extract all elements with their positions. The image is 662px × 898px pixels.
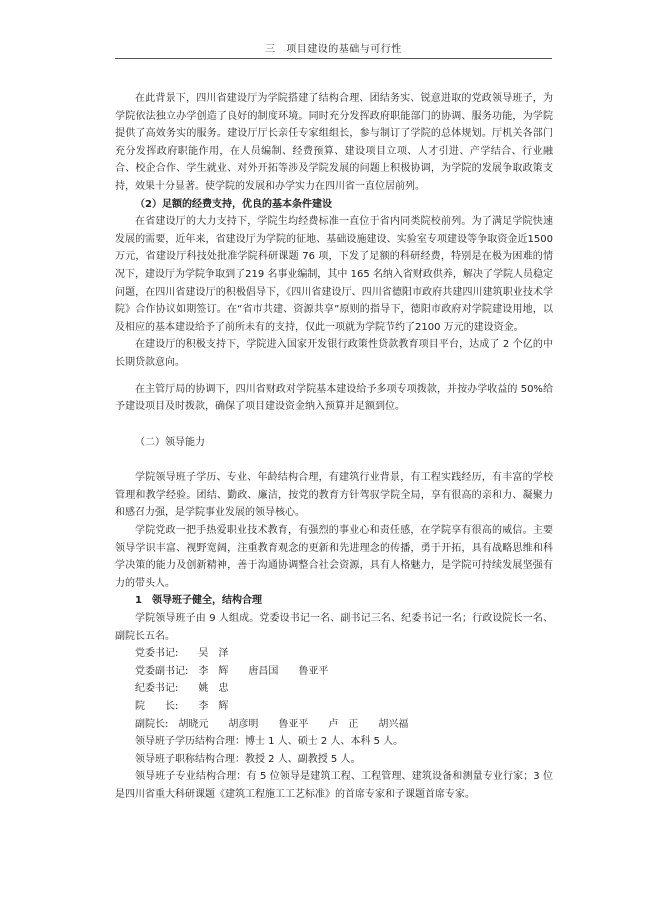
list-item: 领导班子学历结构合理：博士 1 人、硕士 2 人、本科 5 人。 xyxy=(135,736,404,748)
list-item: 党委书记: 吴 泽 xyxy=(135,648,229,660)
list-item: 纪委书记: 姚 忠 xyxy=(135,683,229,695)
paragraph-allocation: 在主管厅局的协调下，四川省财政对学院基本建设给予多项专项拨款，并按办学收益的 50%给予建设项目及时拨款，确保了项目建设资金纳入预算并足额到位。 xyxy=(115,383,553,413)
section-heading-leadership: （二）领导能力 xyxy=(135,436,205,448)
paragraph-loan: 在建设厅的积极支持下，学院进入国家开发银行政策性贷款教育项目平台，达成了 2 个亿的中长期贷款意向。 xyxy=(115,339,553,368)
document-body xyxy=(115,90,553,804)
spacer xyxy=(115,372,553,381)
paragraph-leadership-structure: 学院领导班子学历、专业、年龄结构合理，有建筑行业背景，有工程实践经历，有丰富的学校管理和教学经验。团结、勤政、廉洁，按党的教育方针驾驭学院全局，享有很高的亲和力、凝聚力和感召力强，是学院事业发展的领导核心。 xyxy=(115,472,553,519)
subheading-team: 1 领导班子健全，结构合理 xyxy=(135,595,262,607)
list-item: 副院长: 胡晓元 胡彦明 鲁亚平 卢 正 胡兴福 xyxy=(135,718,409,730)
spacer xyxy=(115,451,553,469)
spacer xyxy=(115,416,553,434)
list-item: 院 长: 李 辉 xyxy=(135,701,229,712)
paragraph-expertise: 领导班子专业结构合理：有 5 位领导是建筑工程、工程管理、建筑设备和测量专业行家；3 位是四川省重大科研课题《建筑工程施工工艺标准》的首席专家和子课题首席专家。 xyxy=(115,771,553,800)
subheading-funding: （2）足额的经费支持，优良的基本条件建设 xyxy=(135,198,332,210)
paragraph-background: 在此背景下，四川省建设厅为学院搭建了结构合理、团结务实、锐意进取的党政领导班子，为学院依法独立办学创造了良好的制度环境。同时充分发挥政府职能部门的协调、服务功能，为学院提供了高效务实的服务。建设厅厅长亲任专家组组长，参与制订了学院的总体规划。厅机关各部门充分发挥政府职能作用，在人员编制、经费预算、建设项目立项、人才引进、产学结合、行业融合、校企合作、学生就业、对外开拓等涉及学院发展的问题上积极协调，为学院的发展争取政策支持，效果十分显著。使学院的发展和办学实力在四川省一直位居前列。 xyxy=(115,93,553,192)
paragraph-funding: 在省建设厅的大力支持下，学院生均经费标准一直位于省内同类院校前列。为了满足学院快速发展的需要，近年来，省建设厅为学院的征地、基础设施建设、实验室专项建设等争取资金近1500 万元，省建设厅科技处批准学院科研课题 76 项，下发了足额的科研经费，特别是在极为困难的情况下，建设厅为学院争取到了219 名事业编制，其中 165 名纳入省财政供养，解决了学院人员稳定问题，在四川省建设厅的积极倡导下，《四川省建设厅、四川省德阳市政府共建四川建筑职业技术学院》合作协议如期签订。在“省市共建、资源共享”原则的指导下，德阳市政府对学院建设用地，以及相应的基本建设给予了前所未有的支持，仅此一项就为学院节约了2100 万元的建设资金。 xyxy=(115,216,553,333)
list-item: 领导班子职称结构合理：教授 2 人、副教授 5 人。 xyxy=(135,753,361,765)
paragraph-team-composition: 学院领导班子由 9 人组成。党委设书记一名、副书记三名、纪委书记一名；行政设院长一名、副院长五名。 xyxy=(115,613,553,642)
page-header: 三 项目建设的基础与可行性 xyxy=(115,40,552,59)
list-item: 党委副书记: 李 辉 唐昌国 鲁亚平 xyxy=(135,665,329,677)
paragraph-leadership-quality: 学院党政一把手热爱职业技术教育，有强烈的事业心和责任感，在学院享有很高的威信。主要领导学识丰富、视野宽阔，注重教育观念的更新和先进理念的传播，勇于开拓，具有战略思维和科学决策的能力及创新精神，善于沟通协调整合社会资源，具有人格魅力，是学院可持续发展坚强有力的带头人。 xyxy=(115,525,553,589)
